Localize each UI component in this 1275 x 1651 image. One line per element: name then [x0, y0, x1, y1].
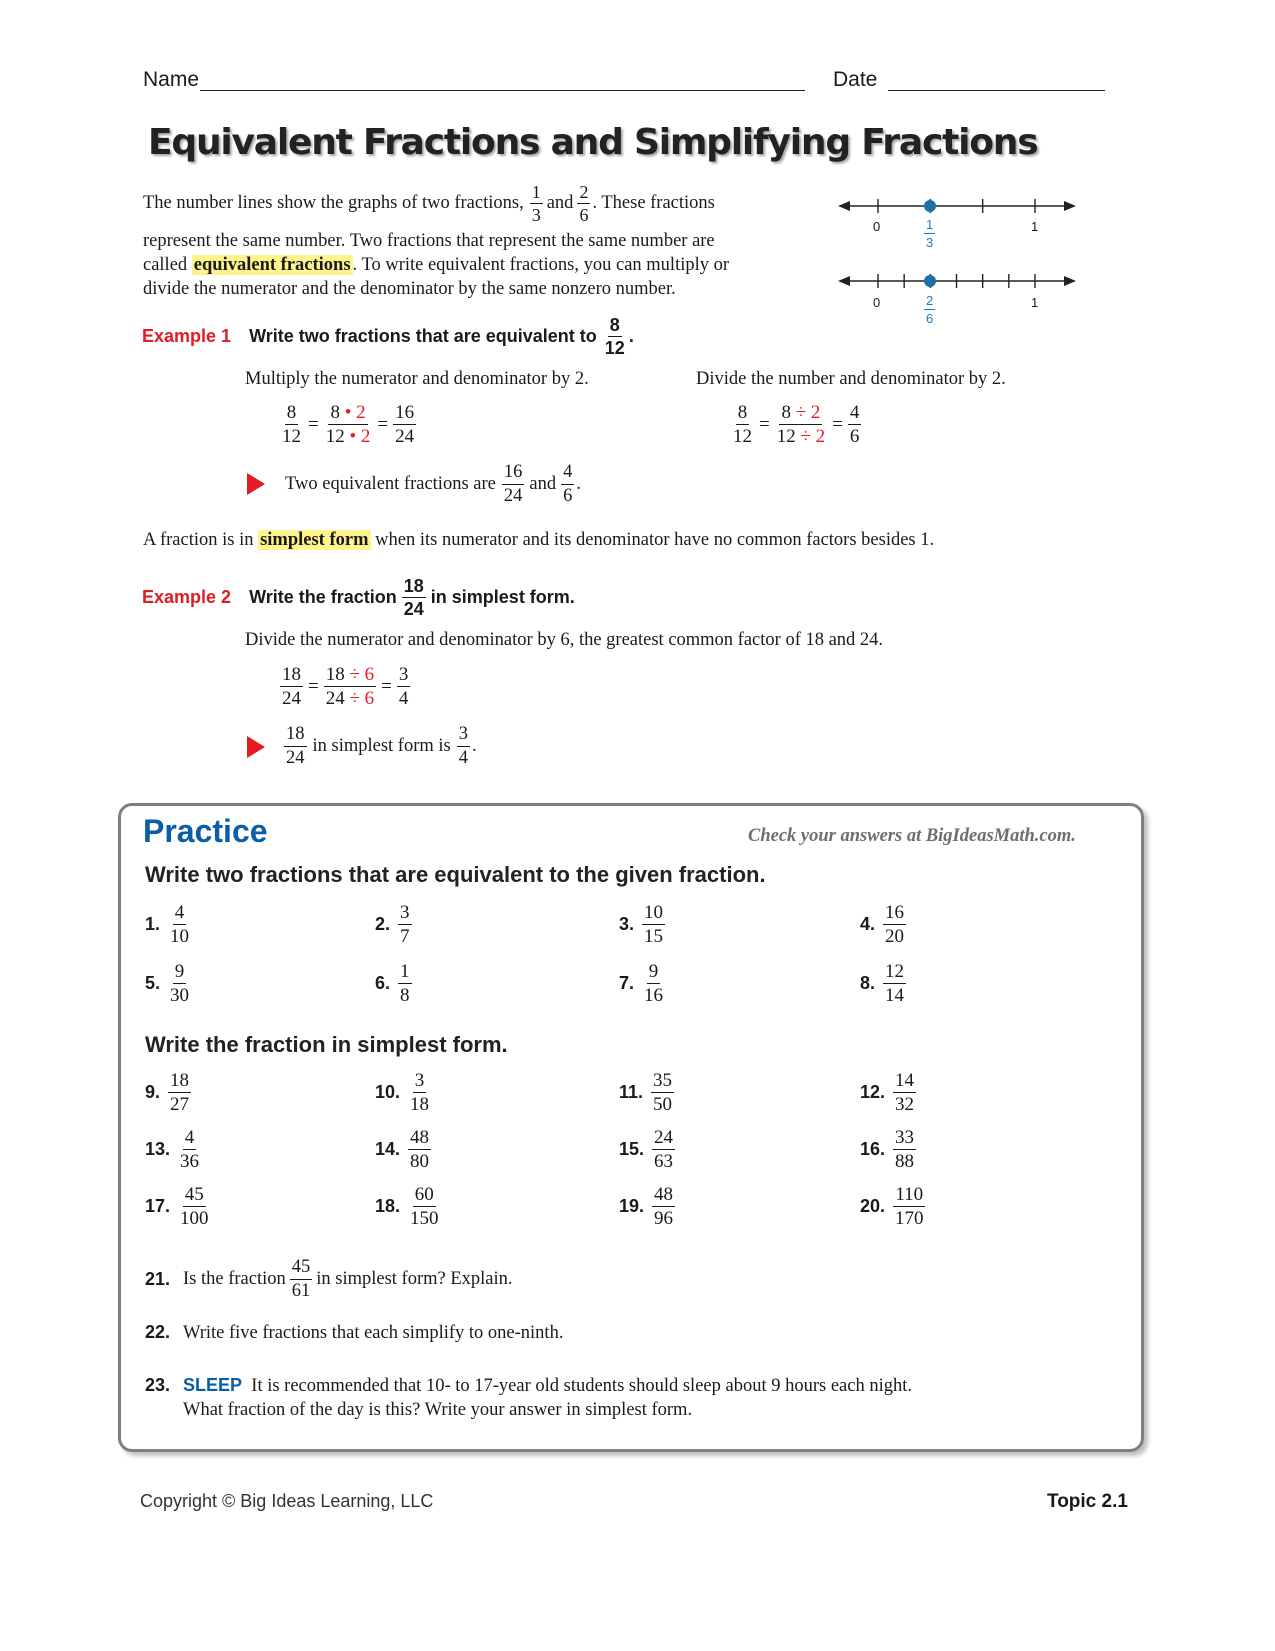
topic-label: Topic 2.1 [1047, 1491, 1128, 1512]
nl1-zero: 0 [873, 219, 881, 234]
problem-7: 7. $\frac{9}{16}$ [619, 961, 664, 1006]
example1-answer: Two equivalent fractions are $\frac{16}{24}$ and $\frac{4}{6}$ . [285, 462, 581, 506]
problem-4: 4. $\frac{16}{20}$ [860, 902, 905, 947]
intro-and: and [546, 193, 574, 213]
example1-right-equation: $\frac{8}{12}$ = $\frac{8 \div 2}{12 \div 2}$ = $\frac{4}{6}$ [733, 402, 860, 447]
number-line-thirds [838, 199, 1076, 213]
example1-left-text: Multiply the numerator and denominator by 2. [245, 369, 589, 389]
problem-13: 13. $\frac{4}{36}$ [145, 1127, 200, 1172]
example2-header [142, 574, 575, 620]
number-line-sixths [838, 274, 1076, 288]
problem-15: 15. $\frac{24}{63}$ [619, 1127, 674, 1172]
problem-22: 22. Write five fractions that each simplify to one-ninth. [145, 1322, 564, 1343]
problem-14: 14. $\frac{48}{80}$ [375, 1127, 430, 1172]
date-line[interactable] [888, 90, 1105, 91]
problem-9: 9. $\frac{18}{27}$ [145, 1070, 190, 1115]
problem-10: 10. $\frac{3}{18}$ [375, 1070, 430, 1115]
example1-header: Example 1 Write two fractions that are equivalent to $\frac{8}{12}$ . [142, 314, 634, 358]
name-label: Name [143, 68, 200, 91]
term-equivalent-fractions: equivalent fractions [193, 255, 351, 275]
problem-5: 5. $\frac{9}{30}$ [145, 961, 190, 1006]
intro-line-3: called equivalent fractions . To write equivalent fractions, you can multiply or [143, 255, 730, 275]
example2-answer: $\frac{18}{24}$ in simplest form is $\frac{3}{4}$ . [286, 724, 477, 768]
example2-label: Example 2 [142, 586, 232, 607]
nl2-one: 1 [1031, 295, 1039, 310]
problem-3: 3. $\frac{10}{15}$ [619, 902, 664, 947]
problem-18: 18. $\frac{60}{150}$ [375, 1184, 439, 1229]
problem-17: 17. $\frac{45}{100}$ [145, 1184, 209, 1229]
example2-equation: $\frac{18}{24}$ = $\frac{18 \div 6}{24 \div 6}$ = $\frac{3}{4}$ [282, 664, 409, 709]
fraction-two-sixths: $\frac{2}{6}$ [579, 181, 589, 225]
intro-line-2: represent the same number. Two fractions that represent the same number are [143, 231, 715, 251]
problem-8: 8. $\frac{12}{14}$ [860, 961, 905, 1006]
term-simplest-form: simplest form [260, 530, 369, 550]
problem-6: 6. $\frac{1}{8}$ [375, 961, 410, 1006]
point-one-third [924, 200, 936, 212]
example1-left-equation: $\frac{8}{12}$ = $\frac{8 • 2}{12 • 2}$ = $\frac{16}{24}$ [282, 402, 415, 447]
nl2-zero: 0 [873, 295, 881, 310]
date-label: Date [833, 68, 878, 91]
example1-fraction: $\frac{8}{12}$ [604, 314, 625, 358]
nl1-one: 1 [1031, 219, 1039, 234]
check-answers-link[interactable]: Check your answers at BigIdeasMath.com. [748, 826, 1076, 846]
problem-16: 16. $\frac{33}{88}$ [860, 1127, 915, 1172]
problem-1: 1. $\frac{4}{10}$ [145, 902, 190, 947]
example2-text: Divide the numerator and denominator by 6, the greatest common factor of 18 and 24. [245, 630, 884, 650]
nl1-point-label: $\frac{1}{3}$ [926, 217, 934, 250]
problem-12: 12. $\frac{14}{32}$ [860, 1070, 915, 1115]
problem-11: 11. $\frac{35}{50}$ [619, 1070, 673, 1115]
intro-paragraph [143, 183, 803, 301]
simplest-form-definition: A fraction is in simplest form when its numerator and its denominator have no common factors besides 1. [143, 530, 935, 550]
intro-line-4: divide the numerator and the denominator by the same nonzero number. [143, 279, 676, 299]
number-lines-figure [830, 185, 1090, 335]
name-line[interactable] [200, 90, 805, 91]
example2-prompt-b: in simplest form. [430, 586, 575, 607]
problem-21: 21. Is the fraction $\frac{45}{61}$ in simplest form? Explain. [145, 1257, 513, 1301]
fraction-one-third: $\frac{1}{3}$ [531, 181, 541, 225]
sleep-tag: SLEEP [183, 1375, 243, 1395]
intro-text-2: . These fractions [592, 193, 715, 213]
point-two-sixths [924, 275, 936, 287]
answer-arrow-icon [247, 473, 265, 495]
problem-19: 19. $\frac{48}{96}$ [619, 1184, 674, 1229]
problem-20: 20. $\frac{110}{170}$ [860, 1184, 924, 1229]
problem-23: 23. SLEEP It is recommended that 10- to 17-year old students should sleep about 9 hours each night. What fraction of the day is this? Write your answer in simplest form. [145, 1375, 912, 1420]
section1-heading: Write two fractions that are equivalent to the given fraction. [145, 862, 766, 887]
problem-2: 2. $\frac{3}{7}$ [375, 902, 410, 947]
example2-fraction: $\frac{18}{24}$ [403, 575, 424, 619]
copyright: Copyright © Big Ideas Learning, LLC [140, 1491, 434, 1511]
intro-text-1: The number lines show the graphs of two fractions, [143, 193, 524, 213]
page-title: Equivalent Fractions and Simplifying Fractions [148, 122, 1038, 163]
example1-label: Example 1 [142, 325, 232, 346]
answer-arrow-icon-2 [247, 736, 265, 758]
practice-title: Practice [143, 813, 268, 849]
example1-prompt: Write two fractions that are equivalent to [249, 325, 597, 346]
example2-prompt-a: Write the fraction [249, 586, 397, 607]
nl2-point-label: $\frac{2}{6}$ [926, 293, 934, 326]
section2-heading: Write the fraction in simplest form. [145, 1032, 508, 1057]
example1-right-text: Divide the number and denominator by 2. [696, 369, 1006, 389]
